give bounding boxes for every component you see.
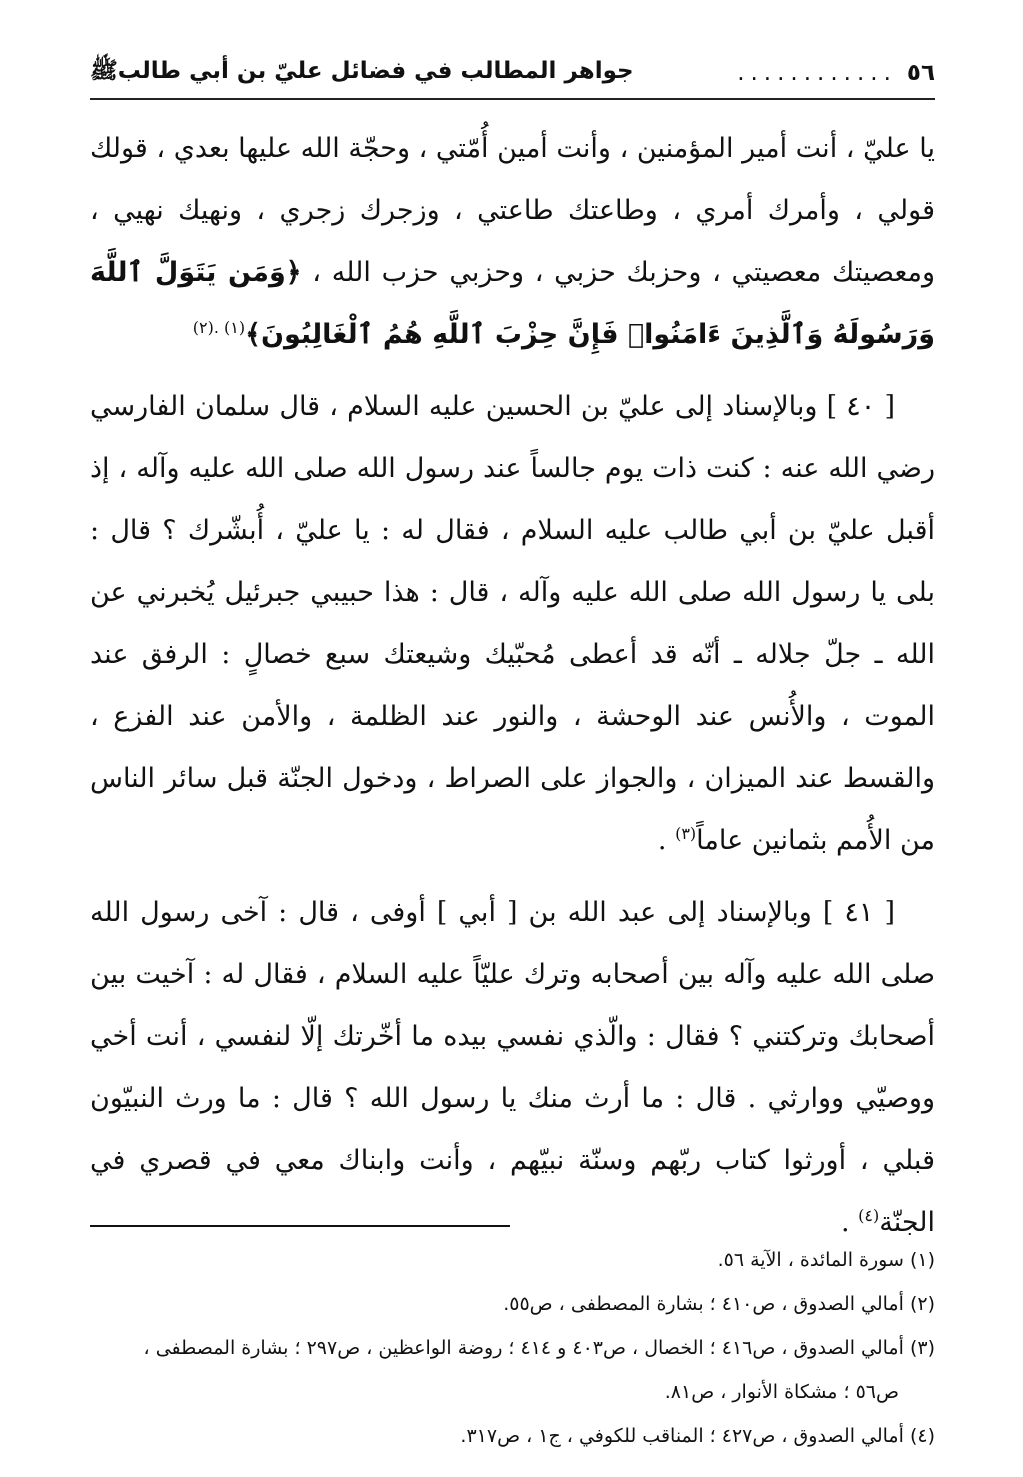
header-book-title xyxy=(90,56,634,90)
paragraph-hadith-41 xyxy=(90,882,935,1254)
paragraph-end: . xyxy=(657,825,676,856)
paragraph-text: يا عليّ ، أنت أمير المؤمنين ، وأنت أمين أُمّتي ، وحجّة الله عليها بعدي ، قولك قولي ، وأمرك أمري ، وطاعتك طاعتي ، وزجرك زجري ، ونهيك نهيي ، ومعصيتك معصيتي ، وحزبك حزبي ، وحزبي حزب الله ، xyxy=(90,133,935,288)
footnote-item xyxy=(90,1238,935,1282)
footnote-number: (٣) xyxy=(909,1337,935,1359)
honorific-glyph: ﷺ xyxy=(90,58,118,84)
running-header xyxy=(90,48,935,100)
footnotes xyxy=(90,1238,935,1458)
main-text xyxy=(90,118,935,1254)
footnote-ref: (٤) xyxy=(858,1206,880,1225)
footnote-item xyxy=(90,1282,935,1326)
footnote-text: سورة المائدة ، الآية ٥٦. xyxy=(717,1249,904,1271)
footnote-text: أمالي الصدوق ، ص٤١٠ ؛ بشارة المصطفى ، ص٥٥. xyxy=(503,1293,904,1315)
book-page xyxy=(90,40,935,1447)
footnote-item xyxy=(90,1414,935,1458)
footnote-refs: (١) .(٢) xyxy=(192,318,246,337)
book-title: جواهر المطالب في فضائل عليّ بن أبي طالب xyxy=(117,58,634,84)
footnote-text: أمالي الصدوق ، ص٤٢٧ ؛ المناقب للكوفي ، ج١ ، ص٣١٧. xyxy=(460,1425,904,1447)
paragraph-end: . xyxy=(840,1207,859,1238)
footnote-number: (١) xyxy=(909,1249,935,1271)
header-leader-dots: ............ xyxy=(737,60,897,86)
footnote-separator xyxy=(90,1225,510,1227)
header-title-group xyxy=(737,60,935,86)
footnote-ref: (٣) xyxy=(675,824,697,843)
paragraph-continuation xyxy=(90,118,935,366)
footnote-item xyxy=(90,1326,935,1414)
footnote-continuation: ص٥٦ ؛ مشكاة الأنوار ، ص٨١. xyxy=(664,1381,899,1403)
page-number: ٥٦ xyxy=(906,60,935,86)
footnote-number: (٢) xyxy=(909,1293,935,1315)
paragraph-text: [ ٤٠ ] وبالإسناد إلى عليّ بن الحسين عليه السلام ، قال سلمان الفارسي رضي الله عنه : كنت ذات يوم جالساً عند رسول الله صلى الله عليه وآله ، إذ أقبل عليّ بن أبي طالب عليه السلام ، فقال له : يا عليّ ، أُبشّرك ؟ قال : بلى يا رسول الله صلى الله عليه وآله ، قال : هذا حبيبي جبرئيل يُخبرني عن الله ـ جلّ جلاله ـ أنّه قد أعطى مُحبّيك وشيعتك سبع خصالٍ : الرفق عند الموت ، والأُنس عند الوحشة ، والنور عند الظلمة ، والأمن عند الفزع ، والقسط عند الميزان ، والجواز على الصراط ، ودخول الجنّة قبل سائر الناس من الأُمم بثمانين عاماً xyxy=(90,391,935,856)
footnote-text: أمالي الصدوق ، ص٤١٦ ؛ الخصال ، ص٤٠٣ و ٤١٤ ؛ روضة الواعظين ، ص٢٩٧ ؛ بشارة المصطفى ، xyxy=(143,1337,904,1359)
paragraph-text: [ ٤١ ] وبالإسناد إلى عبد الله بن [ أبي ] أوفى ، قال : آخى رسول الله صلى الله عليه وآله بين أصحابه وترك عليّاً عليه السلام ، فقال له : آخيت بين أصحابك وتركتني ؟ فقال : والّذي نفسي بيده ما أخّرتك إلّا لنفسي ، أنت أخي ووصيّي ووارثي . قال : ما أرث منك يا رسول الله ؟ قال : ما ورث النبيّون قبلي ، أورثوا كتاب ربّهم وسنّة نبيّهم ، وأنت وابناك معي في قصري في الجنّة xyxy=(90,897,935,1238)
footnote-number: (٤) xyxy=(909,1425,935,1447)
paragraph-hadith-40 xyxy=(90,376,935,872)
quran-verse: ﴿وَمَن يَتَوَلَّ ٱللَّهَ وَرَسُولَهُ وَٱلَّذِينَ ءَامَنُوا۟ فَإِنَّ حِزْبَ ٱللَّهِ هُمُ ٱلْغَالِبُونَ﴾ xyxy=(90,257,935,350)
